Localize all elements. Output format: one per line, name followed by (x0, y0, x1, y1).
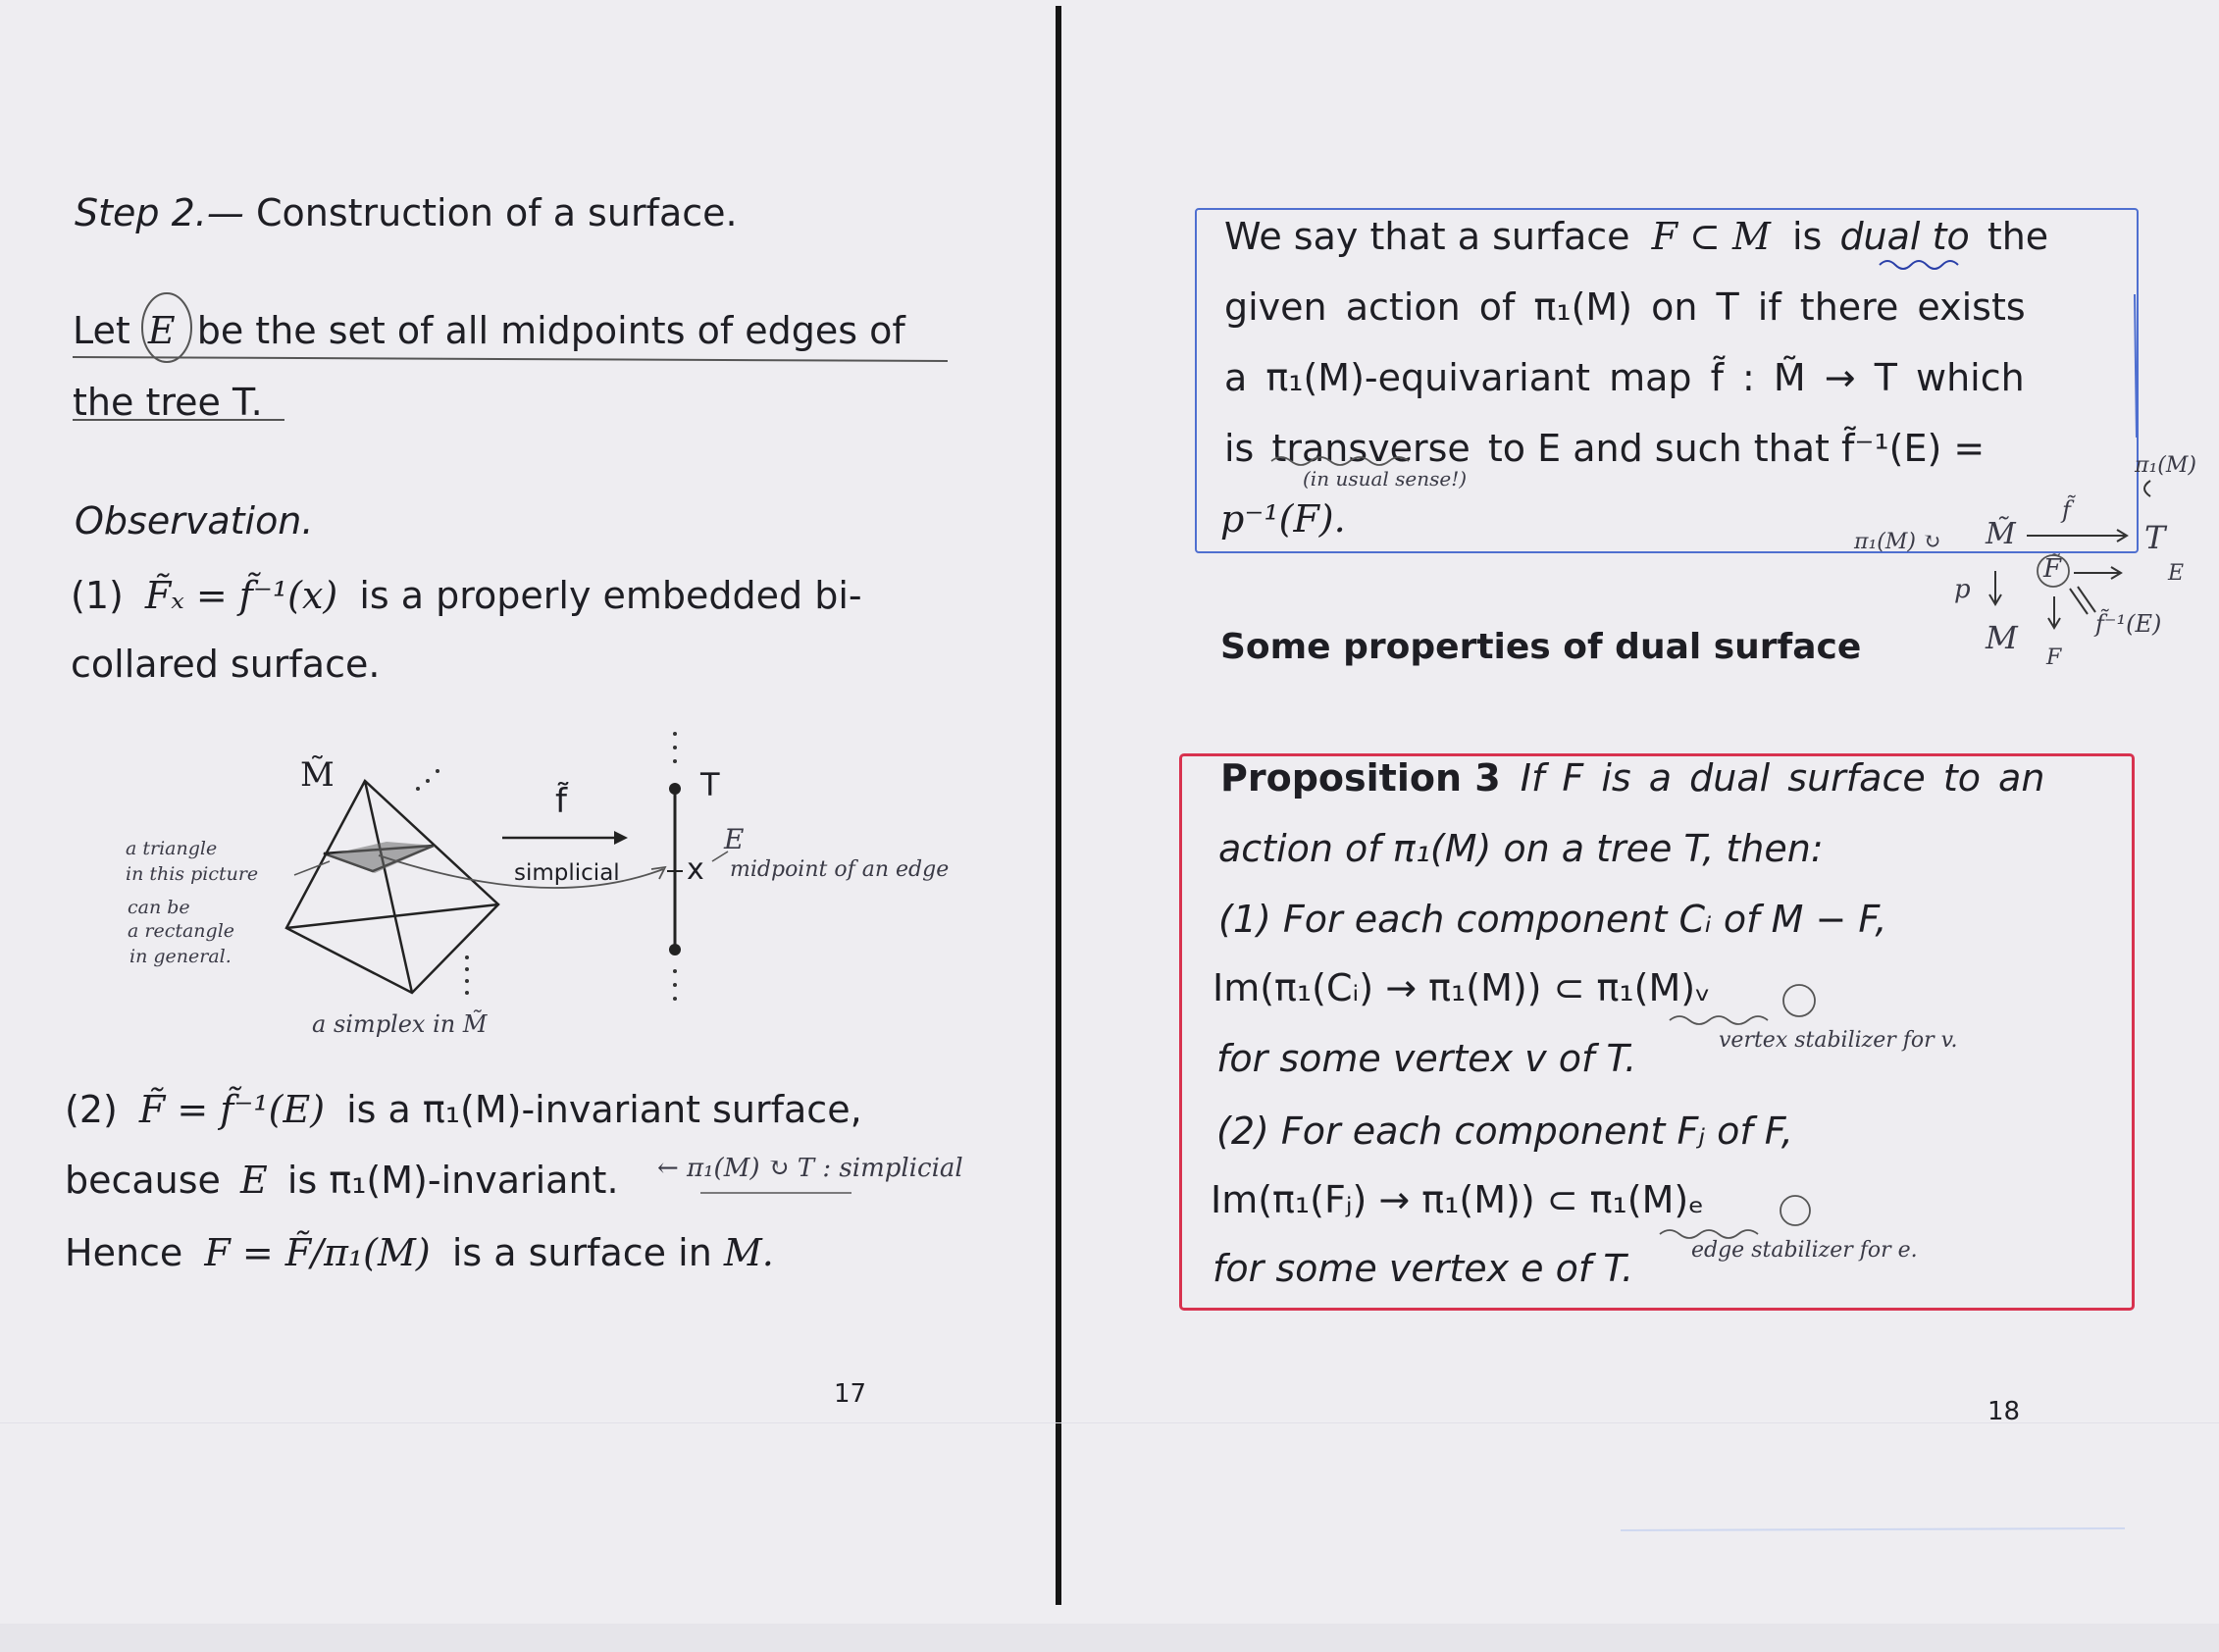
diagram-m-tilde: M̃ (300, 755, 335, 795)
def-line-3: a π₁(M)-equivariant map f̃ : M̃ → T which (1224, 356, 2025, 399)
properties-title: Some properties of dual surface (1220, 627, 1862, 667)
f-arrow-head (614, 831, 628, 845)
obs1-num: (1) (71, 574, 124, 617)
e-arrow (712, 852, 728, 861)
obs2-e: E (240, 1159, 268, 1202)
tree-vertex-top (669, 783, 681, 795)
note-triangle-3: can be (128, 897, 190, 918)
note-triangle-2: in this picture (126, 863, 259, 885)
hence-m: M. (723, 1231, 774, 1274)
faint-scan-line (1621, 1528, 2125, 1530)
def-is: is (1791, 215, 1823, 258)
cd-pi1m-top: π₁(M) (2135, 453, 2196, 478)
underline-let-1 (73, 357, 948, 361)
obs2-math: F̃ = f̃⁻¹(E) (138, 1088, 326, 1131)
pi1m-v-squiggle (1670, 1016, 1768, 1024)
circle-e-mark (142, 293, 191, 362)
def-dual-to: dual to (1839, 215, 1970, 258)
prop1-line-2: Im(π₁(Cᵢ) → π₁(M)) ⊂ π₁(M)ᵥ (1213, 966, 1711, 1009)
diagram-f-tilde: f̃ (555, 782, 567, 821)
simplex-drawing (286, 781, 498, 993)
prop-line-2: action of π₁(M) on a tree T, then: (1218, 827, 1824, 870)
cd-f: F (2046, 645, 2062, 670)
prop-intro-1: If F is a dual surface to an (1520, 756, 2045, 800)
cd-p: p (1954, 575, 1971, 604)
def-line-5: p⁻¹(F). (1220, 497, 1346, 541)
prop1-margin-note: vertex stabilizer for v. (1719, 1028, 1958, 1053)
cd-pi1m-left: π₁(M) ↻ (1854, 530, 1941, 554)
circle-e-sub (1780, 1196, 1810, 1225)
let-word: Let (73, 309, 130, 352)
triangle-pointer (294, 861, 330, 875)
cd-circle-f (2038, 555, 2069, 587)
cd-m: M (1986, 619, 2018, 656)
note-simplex: a simplex in M̃ (312, 1010, 488, 1038)
hence-text: is a surface in (451, 1231, 712, 1274)
note-triangle-1: a triangle (126, 838, 218, 859)
prop-title: Proposition 3 (1220, 756, 1501, 800)
cd-arrows (1989, 481, 2150, 628)
prop2-line-1: (2) For each component Fⱼ of F, (1216, 1110, 1793, 1153)
obs1-line-2: collared surface. (71, 643, 381, 686)
def-math: F ⊂ M (1651, 215, 1771, 258)
note-triangle-4: a rectangle (128, 920, 235, 942)
cd-f-tilde: f̃ (2062, 496, 2071, 524)
page-number-left: 17 (834, 1379, 867, 1409)
obs2-invariant: is π₁(M)-invariant. (286, 1159, 619, 1202)
diagram-t-label: T (700, 766, 720, 803)
cd-f-tilde-circled: F̃ (2043, 554, 2062, 584)
def-rest: to E and such that f̃⁻¹(E) = (1487, 427, 1986, 470)
circle-v (1783, 985, 1815, 1016)
note-midpoint: midpoint of an edge (730, 857, 950, 882)
prop1-line-1: (1) For each component Cᵢ of M − F, (1218, 898, 1887, 941)
obs2-num: (2) (65, 1088, 118, 1131)
hence-math: F = F̃/π₁(M) (204, 1231, 431, 1274)
diagram-x-label: x (687, 852, 704, 887)
obs1-math: F̃ₓ = f̃⁻¹(x) (144, 574, 338, 617)
obs2-margin-note: ← π₁(M) ↻ T : simplicial (657, 1154, 963, 1183)
def-is-2: is (1224, 427, 1255, 470)
note-triangle-5: in general. (129, 946, 232, 967)
diagram-e-label: E (724, 823, 745, 855)
let-rest: be the set of all midpoints of edges of (196, 309, 905, 352)
cd-e: E (2168, 561, 2185, 586)
cd-f-inv-e: f̃⁻¹(E) (2095, 610, 2162, 638)
dual-to-squiggle (1880, 261, 1958, 269)
def-margin-note: (in usual sense!) (1303, 467, 1468, 490)
obs2-rest: is a π₁(M)-invariant surface, (346, 1088, 862, 1131)
def-line-2: given action of π₁(M) on T if there exists (1224, 285, 2026, 329)
prop2-margin-note: edge stabilizer for e. (1691, 1238, 1918, 1263)
def-box-edge-extension (2135, 294, 2137, 438)
obs1-rest: is a properly embedded bi- (359, 574, 862, 617)
page-number-right: 18 (1987, 1397, 2021, 1426)
def-text-a: We say that a surface (1224, 215, 1630, 258)
cd-t: T (2144, 519, 2166, 556)
step-text: Construction of a surface. (255, 191, 738, 234)
observation-title: Observation. (75, 499, 314, 542)
let-line-2: the tree T. (73, 381, 263, 424)
diagram-simplicial: simplicial (514, 860, 620, 886)
prop1-line-3: for some vertex v of T. (1216, 1037, 1637, 1080)
prop2-line-2: Im(π₁(Fⱼ) → π₁(M)) ⊂ π₁(M)ₑ (1211, 1178, 1705, 1221)
prop2-line-3: for some vertex e of T. (1213, 1247, 1634, 1290)
pi1m-e-squiggle (1660, 1230, 1758, 1238)
def-the: the (1987, 215, 2049, 258)
tree-vertex-bottom (669, 944, 681, 955)
hence-word: Hence (65, 1231, 183, 1274)
transverse-squiggle (1271, 457, 1409, 465)
let-symbol-e: E (147, 309, 176, 352)
step-label: Step 2.— (75, 191, 244, 234)
mapping-curve (379, 855, 663, 888)
cd-m-tilde: M̃ (1986, 517, 2016, 551)
obs2-because: because (65, 1159, 221, 1202)
def-transverse: transverse (1271, 427, 1471, 470)
